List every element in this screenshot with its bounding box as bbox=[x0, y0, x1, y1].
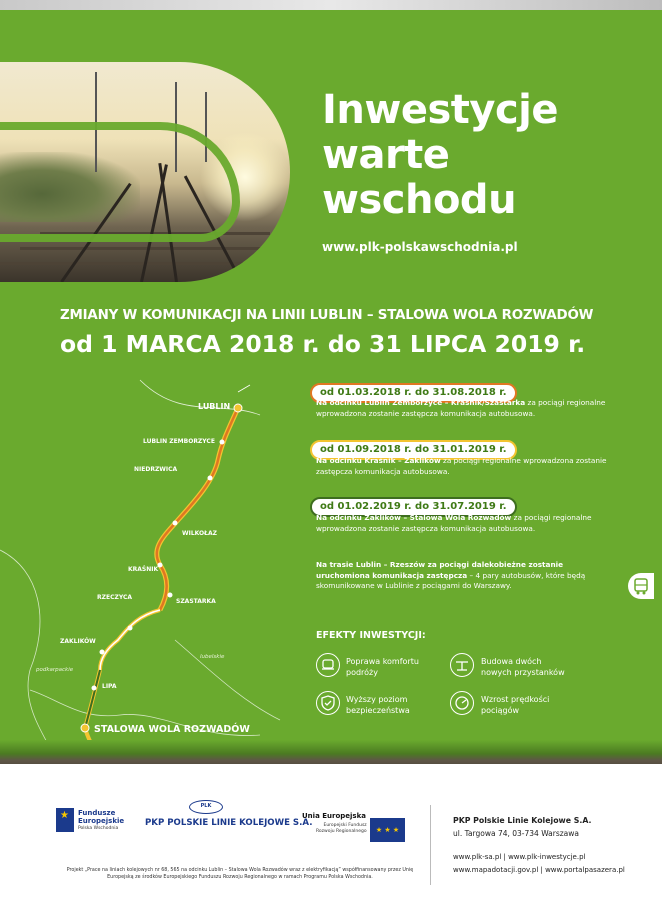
effects-title: EFEKTY INWESTYCJI: bbox=[316, 630, 426, 641]
website-links[interactable]: www.plk-sa.pl | www.plk-inwestycje.pl bbox=[453, 853, 586, 861]
station-label: LUBLIN bbox=[198, 402, 231, 411]
eu-name: Unia Europejska bbox=[302, 812, 366, 820]
region-label: lubelskie bbox=[200, 654, 225, 660]
period-badge-2: od 01.09.2018 r. do 31.01.2019 r. bbox=[310, 440, 517, 460]
fe-sub: Polska Wschodnia bbox=[78, 826, 119, 831]
title-line: wschodu bbox=[322, 177, 517, 223]
route-section-2 bbox=[100, 610, 160, 670]
title-line: warte bbox=[322, 132, 450, 178]
star-icon: ★ bbox=[60, 810, 69, 821]
effect-text: Wzrost prędkości pociągów bbox=[481, 695, 550, 715]
fe-text: Fundusze Europejskie bbox=[78, 809, 125, 825]
project-note: Projekt „Prace na liniach kolejowych nr 68, 565 na odcinku Lublin – Stalowa Wola Rozwadów wraz z elektryfikacją” współfinansowany przez Unię Europejską ze środków Europejskiego Funduszu Rozwoju Regionalnego w ramach Programu Polska Wschodnia. bbox=[66, 868, 414, 880]
campaign-url[interactable]: www.plk-polskawschodnia.pl bbox=[322, 240, 518, 254]
effect-text: Budowa dwóch nowych przystanków bbox=[481, 657, 565, 677]
station-label: KRAŚNIK bbox=[128, 566, 159, 573]
station-dot bbox=[158, 563, 163, 568]
footer bbox=[0, 770, 662, 904]
effect-text: Poprawa komfortu podróży bbox=[346, 657, 419, 677]
footer-divider bbox=[430, 805, 431, 885]
eu-sub: Europejski Fundusz Rozwoju Regionalnego bbox=[316, 823, 367, 834]
station-label: RZECZYCA bbox=[97, 594, 133, 601]
route-section-3-core bbox=[85, 670, 100, 728]
company-name: PKP Polskie Linie Kolejowe S.A. bbox=[453, 816, 592, 825]
seat-icon bbox=[316, 653, 340, 677]
fe-mark bbox=[56, 808, 74, 832]
map-river bbox=[238, 385, 250, 392]
station-label: NIEDRZWICA bbox=[134, 466, 178, 473]
station-dot bbox=[128, 626, 133, 631]
title-line: Inwestycje bbox=[322, 87, 558, 133]
company-address: ul. Targowa 74, 03-734 Warszawa bbox=[453, 829, 580, 838]
top-photo-strip bbox=[0, 0, 662, 10]
route-section-2-core bbox=[100, 610, 160, 670]
pkp-name: PKP POLSKIE LINIE KOLEJOWE S.A. bbox=[145, 818, 313, 828]
eu-flag-icon: ★ ★ ★ bbox=[370, 818, 405, 842]
shield-icon bbox=[316, 691, 340, 715]
station-dot bbox=[92, 686, 97, 691]
station-label: STALOWA WOLA ROZWADÓW bbox=[94, 724, 250, 735]
bus-icon-svg bbox=[628, 573, 654, 599]
period-description-3: Na odcinku Zaklików – Stalowa Wola Rozwadów za pociągi regionalne wprowadzona zostanie zastępcza komunikacja autobusowa. bbox=[316, 513, 592, 533]
bus-icon bbox=[628, 573, 654, 599]
map-river bbox=[175, 640, 280, 720]
speedometer-icon bbox=[450, 691, 474, 715]
bottom-tracks-strip bbox=[0, 740, 662, 764]
station-dot bbox=[208, 476, 213, 481]
station-dot bbox=[220, 440, 225, 445]
region-label: podkarpackie bbox=[36, 667, 74, 673]
headline-dates: od 1 MARCA 2018 r. do 31 LIPCA 2019 r. bbox=[60, 330, 586, 358]
station-label: LIPA bbox=[102, 683, 117, 690]
station-dot-lublin bbox=[234, 404, 242, 412]
long-distance-note: Na trasie Lublin – Rzeszów za pociągi dalekobieżne zostanie uruchomiona komunikacja zastępcza – 4 pary autobusów, które będą skomunikowane w Lublinie z pociągami do Warszawy. bbox=[316, 560, 586, 590]
effect-text: Wyższy poziom bezpieczeństwa bbox=[346, 695, 410, 715]
period-description-1: Na odcinku Lublin Zemborzyce – Kraśnik/Szastarka za pociągi regionalne wprowadzona zostanie zastępcza komunikacja autobusowa. bbox=[316, 398, 606, 418]
route-map bbox=[0, 370, 310, 764]
voivodeship-border bbox=[0, 550, 60, 764]
station-label: SZASTARKA bbox=[176, 598, 216, 605]
station-label: LUBLIN ZEMBORZYCE bbox=[143, 438, 215, 445]
station-dot bbox=[100, 650, 105, 655]
station-label: WILKOŁAZ bbox=[182, 530, 218, 537]
poster-title bbox=[322, 88, 558, 223]
period-badge-3: od 01.02.2019 r. do 31.07.2019 r. bbox=[310, 497, 517, 517]
period-description-2: Na odcinku Kraśnik – Zaklików za pociągi regionalne wprowadzona zostanie zastępcza komunikacja autobusowa. bbox=[316, 456, 607, 476]
platform-icon bbox=[450, 653, 474, 677]
railway-photo bbox=[0, 62, 290, 282]
headline-route: ZMIANY W KOMUNIKACJI NA LINII LUBLIN – STALOWA WOLA ROZWADÓW bbox=[60, 308, 594, 323]
pkp-emblem-icon: PLK bbox=[189, 800, 223, 814]
station-dot bbox=[173, 521, 178, 526]
green-panel bbox=[0, 10, 662, 764]
station-label: ZAKLIKÓW bbox=[60, 638, 96, 645]
station-dot bbox=[168, 593, 173, 598]
station-dot-stalowa-wola bbox=[81, 724, 89, 732]
train-outline-graphic bbox=[0, 122, 240, 242]
website-links[interactable]: www.mapadotacji.gov.pl | www.portalpasazera.pl bbox=[453, 866, 625, 874]
period-badge-1: od 01.03.2018 r. do 31.08.2018 r. bbox=[310, 383, 517, 403]
